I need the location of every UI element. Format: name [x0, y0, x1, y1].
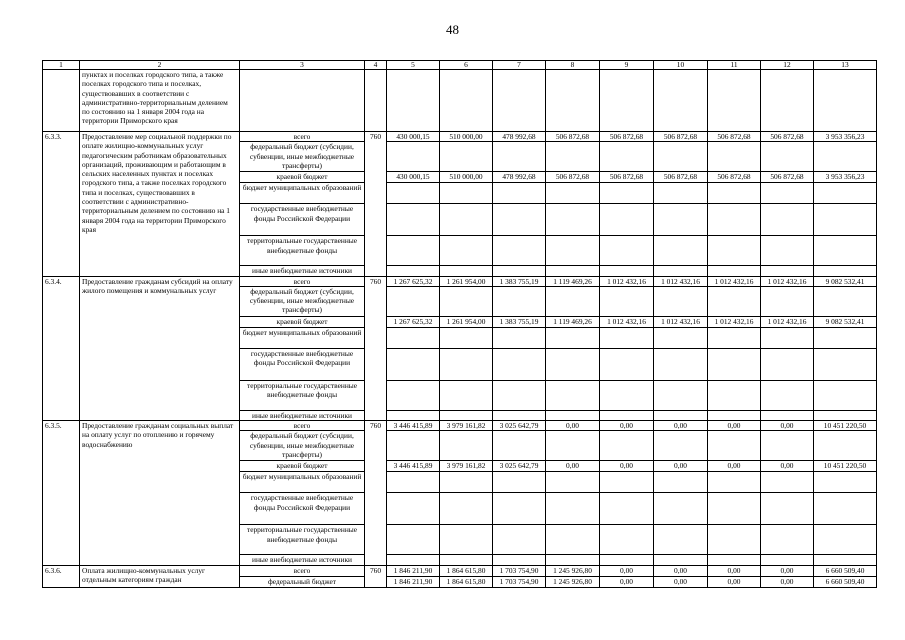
funding-source: бюджет муниципальных образований: [240, 327, 365, 348]
value-cell: 506 872,68: [761, 132, 814, 142]
value-cell: [387, 431, 440, 461]
value-cell: [761, 431, 814, 461]
value-cell: [600, 472, 654, 493]
value-cell: [654, 327, 708, 348]
value-cell: [654, 142, 708, 172]
section-description: Предоставление мер социальной поддержки по оплате жилищно-коммунальных услуг педагогическим работникам образовательных организаций, проживающим и работающим в сельских населенных пунктах и поселках городского типа, а также поселках городского типа и поселках, существовавших в соответствии с административно-территориальным делением по состоянию на 1 января 2004 года на территории Приморского края: [80, 132, 240, 277]
value-cell: 1 245 926,80: [546, 576, 600, 587]
table-row: [43, 565, 877, 576]
value-cell: [493, 204, 546, 236]
value-cell: [600, 525, 654, 555]
value-cell: [761, 183, 814, 204]
value-cell: [708, 493, 761, 525]
value-cell: 1 383 755,19: [493, 276, 546, 286]
value-cell: [493, 493, 546, 525]
value-cell: [493, 348, 546, 380]
value-cell: [546, 236, 600, 266]
value-cell: [814, 493, 877, 525]
value-cell: [708, 525, 761, 555]
value-cell: [387, 327, 440, 348]
value-cell: [654, 410, 708, 420]
value-cell: [600, 327, 654, 348]
value-cell: [708, 236, 761, 266]
value-cell: 506 872,68: [654, 132, 708, 142]
column-number-4: 4: [365, 61, 387, 70]
value-cell: [814, 472, 877, 493]
funding-source: всего: [240, 421, 365, 431]
section-description: Оплата жилищно-коммунальных услуг отдельным категориям граждан: [80, 565, 240, 587]
value-cell: 1 119 469,26: [546, 276, 600, 286]
value-cell: 0,00: [708, 421, 761, 431]
continued-description: пунктах и поселках городского типа, а также поселках городского типа и поселках, существовавших в соответствии с административно-территориальным делением по состоянию на 1 января 2004 года на территории Приморского края: [80, 70, 240, 132]
value-cell: [600, 286, 654, 316]
value-cell: 0,00: [708, 461, 761, 472]
value-cell: 478 992,68: [493, 172, 546, 183]
value-cell: [814, 266, 877, 276]
grbs-cell: [365, 70, 387, 132]
column-number-12: 12: [761, 61, 814, 70]
value-cell: 0,00: [761, 461, 814, 472]
value-cell: [546, 525, 600, 555]
value-cell: 510 000,00: [440, 132, 493, 142]
funding-source: государственные внебюджетные фонды Российской Федерации: [240, 204, 365, 236]
value-cell: [387, 493, 440, 525]
value-cell: [440, 493, 493, 525]
funding-source: краевой бюджет: [240, 461, 365, 472]
value-cell: 1 012 432,16: [600, 276, 654, 286]
source-cell: [240, 70, 365, 132]
column-number-1: 1: [43, 61, 80, 70]
value-cell: 1 864 615,80: [440, 576, 493, 587]
value-cell: [708, 431, 761, 461]
value-cell: 1 012 432,16: [761, 316, 814, 327]
value-cell: [387, 286, 440, 316]
value-cell: 0,00: [708, 565, 761, 576]
value-cell: 1 846 211,90: [387, 576, 440, 587]
value-cell: [546, 142, 600, 172]
value-cell: 0,00: [600, 565, 654, 576]
value-cell: [708, 348, 761, 380]
value-cell: [814, 286, 877, 316]
value-cell: [440, 472, 493, 493]
grbs-code: 760: [365, 132, 387, 277]
value-cell: [546, 286, 600, 316]
value-cell: 506 872,68: [546, 172, 600, 183]
value-cell: [440, 286, 493, 316]
value-cell: [708, 266, 761, 276]
value-cell: 506 872,68: [708, 132, 761, 142]
funding-source: федеральный бюджет (субсидии, субвенции, иные межбюджетные трансферты): [240, 286, 365, 316]
value-cell: 1 703 754,90: [493, 576, 546, 587]
value-cell: 10 451 220,50: [814, 421, 877, 431]
column-number-7: 7: [493, 61, 546, 70]
value-cell: [600, 348, 654, 380]
value-cell: [493, 555, 546, 565]
value-cell: [387, 525, 440, 555]
value-cell: [814, 236, 877, 266]
value-cell: [493, 183, 546, 204]
value-cell: [761, 327, 814, 348]
value-cell: 478 992,68: [493, 132, 546, 142]
value-cell: [440, 183, 493, 204]
value-cell: 3 953 356,23: [814, 132, 877, 142]
value-cell: 1 012 432,16: [600, 316, 654, 327]
value-cell: [493, 431, 546, 461]
value-cell: [546, 493, 600, 525]
value-cell: 0,00: [761, 576, 814, 587]
value-cell: [387, 380, 440, 410]
value-cell: [654, 380, 708, 410]
value-cell: [493, 525, 546, 555]
value-cell: [761, 236, 814, 266]
value-cell: 0,00: [761, 421, 814, 431]
value-cell: [600, 204, 654, 236]
value-cell: [814, 410, 877, 420]
value-cell: [814, 525, 877, 555]
value-cell: [387, 142, 440, 172]
value-cell: 10 451 220,50: [814, 461, 877, 472]
table-body: [43, 61, 877, 588]
funding-source: федеральный бюджет (субсидии, субвенции, иные межбюджетные трансферты): [240, 431, 365, 461]
value-cell: [761, 410, 814, 420]
value-cell: [654, 555, 708, 565]
section-description: Предоставление гражданам субсидий на оплату жилого помещения и коммунальных услуг: [80, 276, 240, 421]
value-cell: [387, 183, 440, 204]
value-cell: 1 864 615,80: [440, 565, 493, 576]
value-cell: [708, 183, 761, 204]
value-cell: [761, 525, 814, 555]
value-cell: [708, 380, 761, 410]
value-cell: 3 953 356,23: [814, 172, 877, 183]
value-cell: [600, 431, 654, 461]
value-cell: [814, 183, 877, 204]
value-cell: [546, 266, 600, 276]
table-row: [43, 132, 877, 142]
value-cell: [761, 266, 814, 276]
value-cell: [493, 410, 546, 420]
value-cell: 3 446 415,89: [387, 461, 440, 472]
value-cell: [493, 380, 546, 410]
value-cell: 0,00: [761, 565, 814, 576]
value-cell: 0,00: [654, 565, 708, 576]
value-cell: [546, 380, 600, 410]
funding-source: иные внебюджетные источники: [240, 555, 365, 565]
value-cell: [761, 286, 814, 316]
value-cell: [708, 472, 761, 493]
column-number-6: 6: [440, 61, 493, 70]
section-code: 6.3.4.: [43, 276, 80, 421]
value-cell: 3 979 161,82: [440, 461, 493, 472]
funding-source: государственные внебюджетные фонды Российской Федерации: [240, 348, 365, 380]
column-number-9: 9: [600, 61, 654, 70]
funding-source: иные внебюджетные источники: [240, 410, 365, 420]
value-cell: 1 012 432,16: [654, 316, 708, 327]
column-number-8: 8: [546, 61, 600, 70]
value-cell: 0,00: [600, 421, 654, 431]
value-cell: [814, 431, 877, 461]
value-cell: [600, 142, 654, 172]
value-cell: 1 012 432,16: [708, 276, 761, 286]
value-cell: [600, 410, 654, 420]
value-cell: [493, 286, 546, 316]
code-cell: [43, 70, 80, 132]
value-cell: [440, 525, 493, 555]
value-cell: 1 267 625,32: [387, 316, 440, 327]
value-cell: [708, 327, 761, 348]
value-cell: 510 000,00: [440, 172, 493, 183]
value-cell: [814, 555, 877, 565]
column-number-11: 11: [708, 61, 761, 70]
value-cell: [546, 472, 600, 493]
value-cell: 1 267 625,32: [387, 276, 440, 286]
value-cell: [708, 555, 761, 565]
value-cell: [708, 286, 761, 316]
continued-row: [43, 70, 877, 132]
value-cell: 3 979 161,82: [440, 421, 493, 431]
value-cell: [387, 348, 440, 380]
value-cell: 1 245 926,80: [546, 565, 600, 576]
value-cell: [654, 286, 708, 316]
value-cell: [654, 183, 708, 204]
value-cell: [546, 410, 600, 420]
section-code: 6.3.5.: [43, 421, 80, 566]
grbs-code: 760: [365, 276, 387, 421]
value-cell: [761, 472, 814, 493]
funding-source: территориальные государственные внебюджетные фонды: [240, 236, 365, 266]
value-cell: 3 025 642,79: [493, 461, 546, 472]
value-cell: [440, 142, 493, 172]
value-cell: [440, 410, 493, 420]
grbs-code: 760: [365, 565, 387, 587]
value-cell: 1 383 755,19: [493, 316, 546, 327]
value-cell: 506 872,68: [708, 172, 761, 183]
value-cell: [387, 410, 440, 420]
value-cell: 0,00: [600, 576, 654, 587]
value-cell: [387, 236, 440, 266]
section-description: Предоставление гражданам социальных выплат на оплату услуг по отоплению и горячему водоснабжению: [80, 421, 240, 566]
column-number-10: 10: [654, 61, 708, 70]
value-cell: [440, 236, 493, 266]
value-cell: [440, 327, 493, 348]
funding-source: бюджет муниципальных образований: [240, 472, 365, 493]
funding-source: всего: [240, 276, 365, 286]
value-cell: [761, 348, 814, 380]
value-cell: [600, 555, 654, 565]
column-number-row: [43, 61, 877, 70]
value-cell: [440, 348, 493, 380]
value-cell: 0,00: [546, 461, 600, 472]
value-cell: 1 012 432,16: [654, 276, 708, 286]
value-cell: [493, 327, 546, 348]
value-cell: [654, 431, 708, 461]
column-number-3: 3: [240, 61, 365, 70]
value-cell: [546, 204, 600, 236]
budget-table: [42, 60, 877, 588]
value-cell: [654, 266, 708, 276]
value-cell: [814, 204, 877, 236]
funding-source: всего: [240, 132, 365, 142]
value-cell: 506 872,68: [761, 172, 814, 183]
value-cell: [654, 472, 708, 493]
value-cell: 1 261 954,00: [440, 276, 493, 286]
funding-source: бюджет муниципальных образований: [240, 183, 365, 204]
value-cell: [387, 472, 440, 493]
section-code: 6.3.6.: [43, 565, 80, 587]
value-cell: 6 660 509,40: [814, 565, 877, 576]
column-number-5: 5: [387, 61, 440, 70]
funding-source: краевой бюджет: [240, 316, 365, 327]
value-cell: 0,00: [654, 421, 708, 431]
value-cell: [493, 266, 546, 276]
value-cell: [814, 348, 877, 380]
value-cell: 1 012 432,16: [761, 276, 814, 286]
value-cell: [440, 266, 493, 276]
value-cell: 1 703 754,90: [493, 565, 546, 576]
value-cell: 0,00: [546, 421, 600, 431]
value-cell: [654, 493, 708, 525]
value-cell: [387, 204, 440, 236]
value-cell: 0,00: [654, 576, 708, 587]
grbs-code: 760: [365, 421, 387, 566]
funding-source: краевой бюджет: [240, 172, 365, 183]
value-cell: [600, 183, 654, 204]
value-cell: [546, 431, 600, 461]
value-cell: 9 082 532,41: [814, 316, 877, 327]
value-cell: [546, 327, 600, 348]
value-cell: [546, 183, 600, 204]
value-cell: 506 872,68: [600, 172, 654, 183]
value-cell: 506 872,68: [654, 172, 708, 183]
value-cell: 0,00: [654, 461, 708, 472]
value-cell: [546, 348, 600, 380]
value-cell: [761, 555, 814, 565]
value-cell: [493, 142, 546, 172]
value-cell: [493, 472, 546, 493]
value-cell: [761, 142, 814, 172]
funding-source: территориальные государственные внебюджетные фонды: [240, 525, 365, 555]
value-cell: 1 119 469,26: [546, 316, 600, 327]
value-cell: 6 660 509,40: [814, 576, 877, 587]
table-row: [43, 276, 877, 286]
value-cell: [546, 555, 600, 565]
column-number-2: 2: [80, 61, 240, 70]
value-cell: [440, 380, 493, 410]
value-cell: [600, 236, 654, 266]
value-cell: 0,00: [708, 576, 761, 587]
value-cell: [600, 380, 654, 410]
value-cell: [493, 236, 546, 266]
value-cell: [440, 555, 493, 565]
funding-source: территориальные государственные внебюджетные фонды: [240, 380, 365, 410]
funding-source: иные внебюджетные источники: [240, 266, 365, 276]
value-cell: [654, 348, 708, 380]
value-cell: [761, 493, 814, 525]
value-cell: [814, 142, 877, 172]
value-cell: [814, 327, 877, 348]
value-cell: 3 025 642,79: [493, 421, 546, 431]
value-cell: 1 012 432,16: [708, 316, 761, 327]
section-code: 6.3.3.: [43, 132, 80, 277]
value-cell: [440, 431, 493, 461]
value-cell: 430 000,15: [387, 172, 440, 183]
value-cell: [708, 142, 761, 172]
value-cell: 506 872,68: [546, 132, 600, 142]
value-cell: [440, 204, 493, 236]
value-cell: [708, 204, 761, 236]
funding-source: федеральный бюджет: [240, 576, 365, 587]
value-cell: [654, 236, 708, 266]
value-cell: [761, 380, 814, 410]
value-cell: 506 872,68: [600, 132, 654, 142]
value-cell: [600, 493, 654, 525]
value-cell: 1 261 954,00: [440, 316, 493, 327]
funding-source: государственные внебюджетные фонды Российской Федерации: [240, 493, 365, 525]
value-cell: 0,00: [600, 461, 654, 472]
value-cell: 1 846 211,90: [387, 565, 440, 576]
funding-source: федеральный бюджет (субсидии, субвенции, иные межбюджетные трансферты): [240, 142, 365, 172]
value-cell: 3 446 415,89: [387, 421, 440, 431]
value-cell: 430 000,15: [387, 132, 440, 142]
value-cell: [654, 204, 708, 236]
value-cell: 9 082 532,41: [814, 276, 877, 286]
value-cell: [600, 266, 654, 276]
value-cell: [761, 204, 814, 236]
value-cell: [654, 525, 708, 555]
value-cell: [814, 380, 877, 410]
value-cell: [387, 266, 440, 276]
page-number: 48: [446, 22, 459, 37]
value-cell: [708, 410, 761, 420]
table-row: [43, 421, 877, 431]
value-cell: [387, 555, 440, 565]
funding-source: всего: [240, 565, 365, 576]
column-number-13: 13: [814, 61, 877, 70]
